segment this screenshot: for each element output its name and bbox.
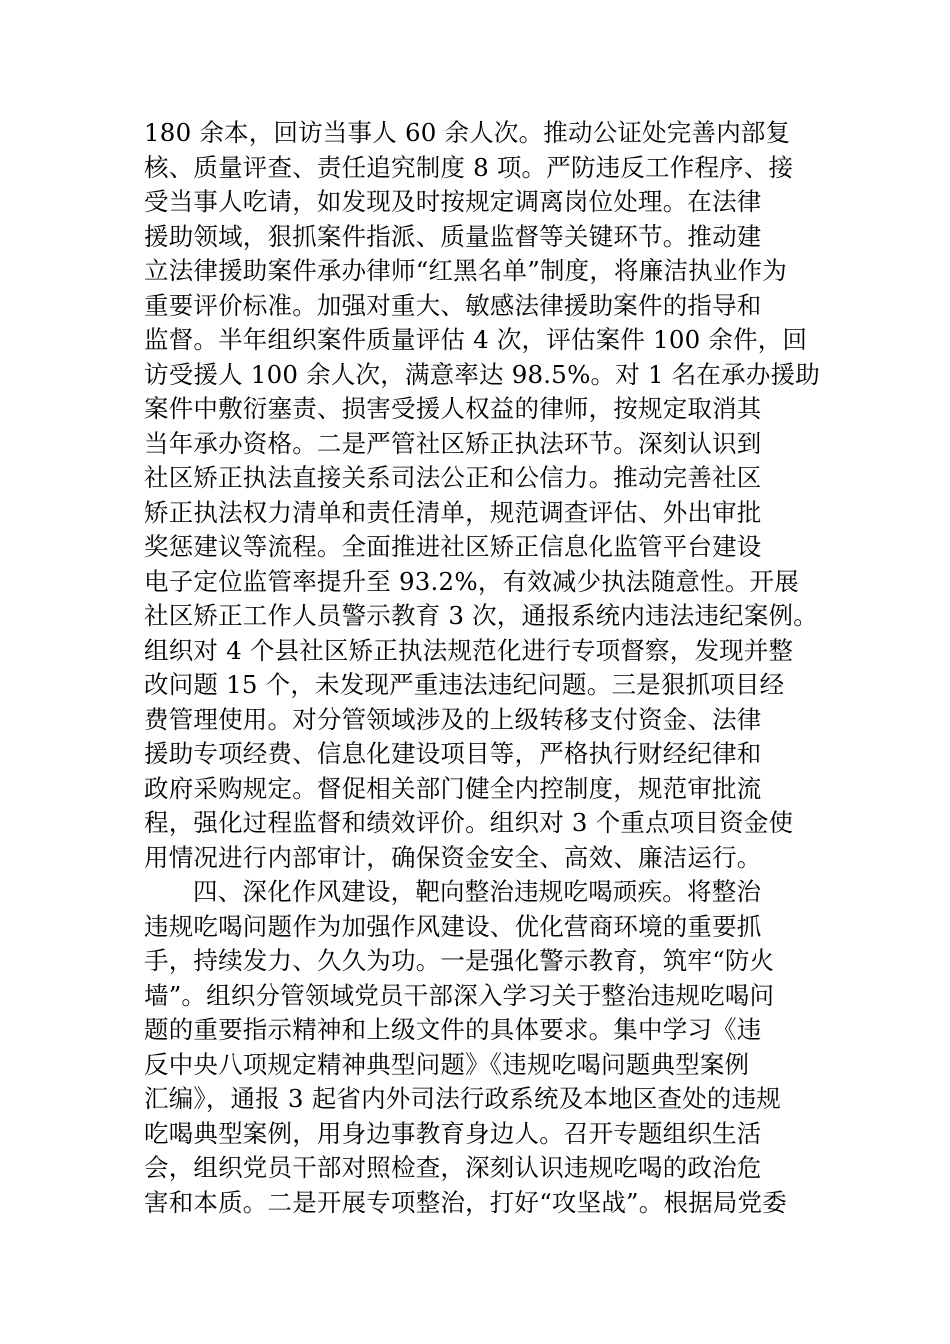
text-line: 组织对 4 个县社区矫正执法规范化进行专项督察，发现并整 (144, 635, 794, 665)
body-text (144, 116, 834, 1220)
text-line: 汇编》，通报 3 起省内外司法行政系统及本地区查处的违规 (144, 1084, 782, 1113)
text-line: 反中央八项规定精神典型问题》《违规吃喝问题典型案例 (144, 1049, 750, 1079)
text-line: 电子定位监管率提升至 93.2%，有效减少执法随意性。开展 (144, 566, 799, 596)
text-line: 害和本质。二是开展专项整治，打好“攻坚战”。根据局党委 (144, 1187, 787, 1217)
text-line: 当年承办资格。二是严管社区矫正执法环节。深刻认识到 (144, 428, 762, 458)
text-line: 受当事人吃请，如发现及时按规定调离岗位处理。在法律 (144, 187, 762, 216)
text-line: 立法律援助案件承办律师“红黑名单”制度，将廉洁执业作为 (144, 256, 787, 285)
text-line: 社区矫正执法直接关系司法公正和公信力。推动完善社区 (144, 463, 762, 492)
text-line: 违规吃喝问题作为加强作风建设、优化营商环境的重要抓 (144, 911, 762, 941)
text-line: 会，组织党员干部对照检查，深刻认识违规吃喝的政治危 (144, 1153, 762, 1182)
text-line: 援助专项经费、信息化建设项目等，严格执行财经纪律和 (144, 739, 762, 768)
text-line: 监督。半年组织案件质量评估 4 次，评估案件 100 余件，回 (144, 325, 808, 354)
text-line: 墙”。组织分管领域党员干部深入学习关于整治违规吃喝问 (144, 980, 775, 1010)
text-line: 重要评价标准。加强对重大、敏感法律援助案件的指导和 (144, 290, 762, 320)
text-line: 援助领域，狠抓案件指派、质量监督等关键环节。推动建 (144, 221, 762, 251)
text-line: 程，强化过程监督和绩效评价。组织对 3 个重点项目资金使 (144, 808, 794, 837)
text-line: 矫正执法权力清单和责任清单，规范调查评估、外出审批 (144, 497, 762, 527)
text-line: 改问题 15 个，未发现严重违法违纪问题。三是狠抓项目经 (144, 670, 785, 699)
text-line: 用情况进行内部审计，确保资金安全、高效、廉洁运行。 (144, 842, 762, 872)
text-line: 题的重要指示精神和上级文件的具体要求。集中学习《违 (144, 1015, 762, 1044)
text-line: 社区矫正工作人员警示教育 3 次，通报系统内违法违纪案例。 (144, 601, 818, 630)
section-heading-line: 四、深化作风建设，靶向整治违规吃喝顽疾。将整治 (193, 877, 762, 906)
text-line: 案件中敷衍塞责、损害受援人权益的律师，按规定取消其 (144, 394, 762, 423)
text-line: 核、质量评查、责任追究制度 8 项。严防违反工作程序、接 (144, 152, 794, 182)
text-line: 吃喝典型案例，用身边事教育身边人。召开专题组织生活 (144, 1118, 762, 1148)
text-line: 政府采购规定。督促相关部门健全内控制度，规范审批流 (144, 773, 762, 803)
text-line: 180 余本，回访当事人 60 余人次。推动公证处完善内部复 (144, 118, 791, 147)
text-line: 访受援人 100 余人次，满意率达 98.5%。对 1 名在承办援助 (144, 359, 820, 389)
text-line: 费管理使用。对分管领域涉及的上级转移支付资金、法律 (144, 704, 762, 734)
text-line: 奖惩建议等流程。全面推进社区矫正信息化监管平台建设 (144, 532, 762, 561)
text-line: 手，持续发力、久久为功。一是强化警示教育，筑牢“防火 (144, 946, 775, 975)
